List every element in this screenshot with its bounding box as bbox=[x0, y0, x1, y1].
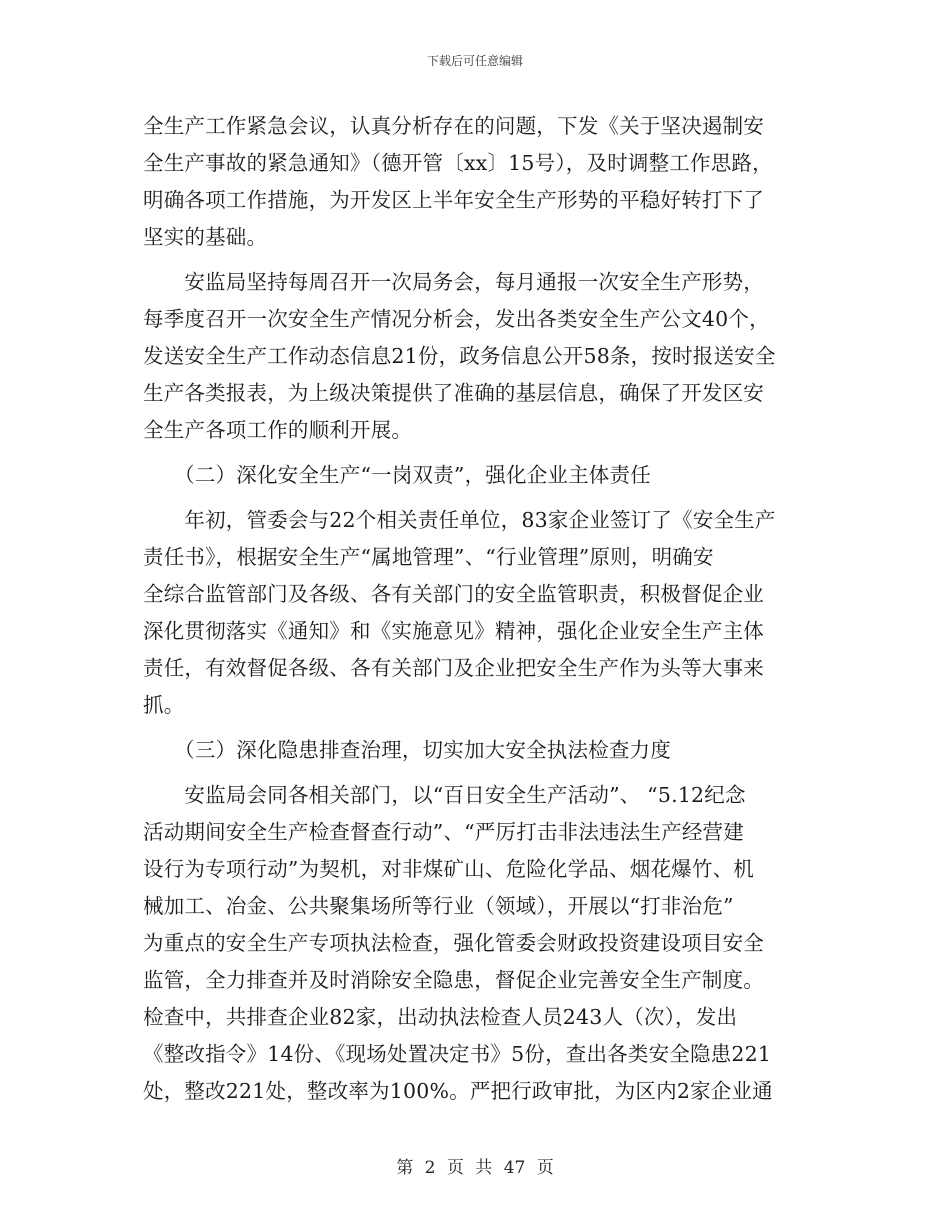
body-line: 抓。 bbox=[143, 693, 185, 717]
body-line: 明确各项工作措施，为开发区上半年安全生产形势的平稳好转打下了 bbox=[143, 188, 764, 212]
page-header-note: 下载后可任意编辑 bbox=[426, 54, 523, 68]
body-line: 监管，全力排查并及时消除安全隐患，督促企业完善安全生产制度。 bbox=[143, 968, 764, 992]
body-line: 坚实的基础。 bbox=[143, 225, 268, 249]
document-body bbox=[143, 108, 811, 1110]
body-line: 每季度召开一次安全生产情况分析会，发出各类安全生产公文40个， bbox=[143, 307, 770, 331]
body-line: 全生产工作紧急会议，认真分析存在的问题，下发《关于坚决遏制安 bbox=[143, 114, 764, 138]
body-line: 安监局坚持每周召开一次局务会，每月通报一次安全生产形势， bbox=[143, 270, 764, 294]
body-line: 发送安全生产工作动态信息21份，政务信息公开58条，按时报送安全 bbox=[143, 344, 776, 368]
body-line: 设行为专项行动”为契机，对非煤矿山、危险化学品、烟花爆竹、机 bbox=[143, 857, 754, 881]
body-line: 处，整改221处，整改率为100%。严把行政审批，为区内2家企业通 bbox=[143, 1079, 773, 1103]
body-line: 《整改指令》14份、《现场处置决定书》5份，查出各类安全隐患221 bbox=[143, 1042, 772, 1066]
section-heading: （二）深化安全生产“一岗双责”，强化企业主体责任 bbox=[143, 463, 651, 487]
section-heading: （三）深化隐患排查治理，切实加大安全执法检查力度 bbox=[143, 738, 671, 762]
body-line: 全生产各项工作的顺利开展。 bbox=[143, 418, 413, 442]
body-line: 全生产事故的紧急通知》（德开管〔xx〕15号），及时调整工作思路， bbox=[143, 151, 773, 175]
body-line: 生产各类报表，为上级决策提供了准确的基层信息，确保了开发区安 bbox=[143, 381, 764, 405]
body-line: 全综合监管部门及各级、各有关部门的安全监管职责，积极督促企业 bbox=[143, 582, 764, 606]
body-line: 年初，管委会与22个相关责任单位，83家企业签订了《安全生产 bbox=[143, 508, 776, 532]
body-line: 检查中，共排查企业82家，出动执法检查人员243人（次），发出 bbox=[143, 1005, 738, 1029]
body-line: 责任，有效督促各级、各有关部门及企业把安全生产作为头等大事来 bbox=[143, 656, 764, 680]
body-line: 责任书》，根据安全生产“属地管理”、“行业管理”原则，明确安 bbox=[143, 545, 714, 569]
body-line: 械加工、冶金、公共聚集场所等行业（领域），开展以“打非治危” bbox=[143, 894, 734, 918]
body-line: 为重点的安全生产专项执法检查，强化管委会财政投资建设项目安全 bbox=[143, 931, 764, 955]
body-line: 活动期间安全生产检查督查行动”、“严厉打击非法违法生产经营建 bbox=[143, 820, 744, 844]
page-number-footer: 第 2 页 共 47 页 bbox=[396, 1158, 554, 1178]
body-line: 深化贯彻落实《通知》和《实施意见》精神，强化企业安全生产主体 bbox=[143, 619, 764, 643]
body-line: 安监局会同各相关部门，以“百日安全生产活动”、 “5.12纪念 bbox=[143, 783, 746, 807]
